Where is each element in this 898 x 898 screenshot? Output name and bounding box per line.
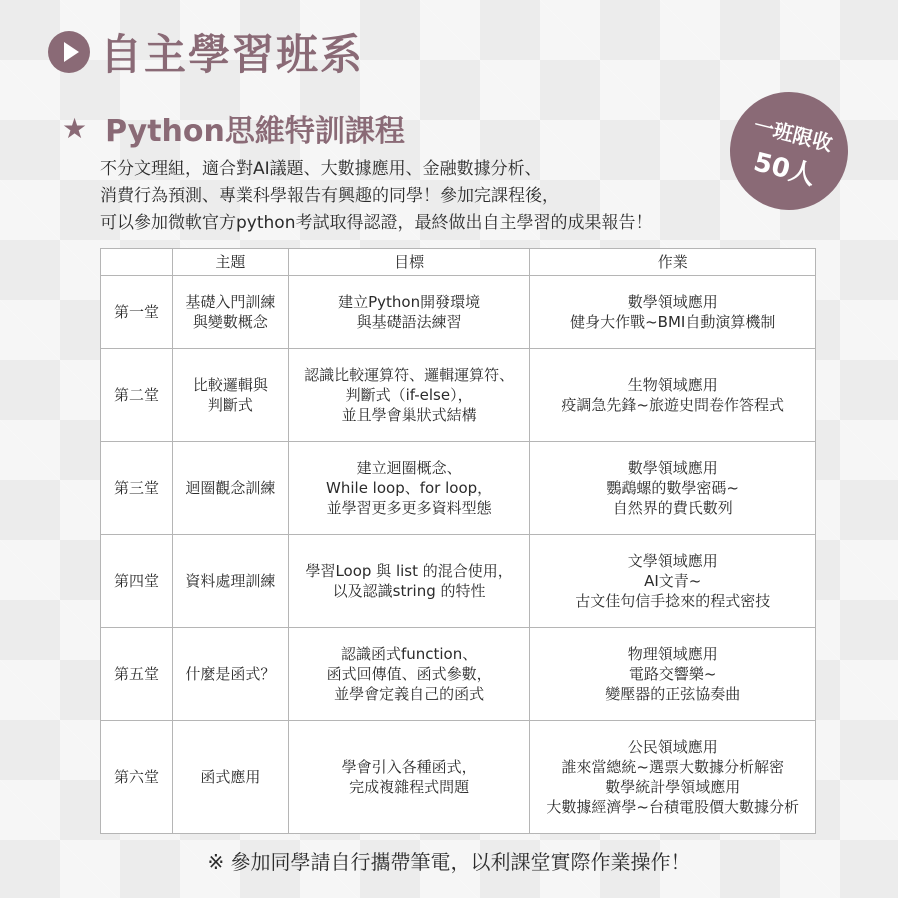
lesson-cell: 第六堂: [101, 721, 173, 834]
cell-line: 變壓器的正弦協奏曲: [605, 685, 741, 703]
play-circle-icon: [48, 31, 90, 73]
cell-line: 數學領域應用: [627, 293, 718, 311]
cell-line: 疫調急先鋒~旅遊史問卷作答程式: [561, 396, 784, 414]
cell-line: 函式回傳值、函式參數，: [326, 665, 492, 683]
table-row: [101, 442, 816, 535]
cell-line: 迴圈觀念訓練: [185, 479, 276, 497]
lesson-cell: 第二堂: [101, 349, 173, 442]
homework-cell: [530, 276, 816, 349]
homework-cell: [530, 535, 816, 628]
goal-cell: [288, 349, 530, 442]
cell-line: 建立迴圈概念、: [356, 459, 462, 477]
goal-cell: [288, 442, 530, 535]
topic-cell: [172, 349, 288, 442]
cell-line: 並學習更多更多資料型態: [326, 499, 492, 517]
intro-line: 可以參加微軟官方python考試取得認證，最終做出自主學習的成果報告！: [100, 213, 653, 233]
capacity-badge: [717, 79, 860, 222]
cell-line: 大數據經濟學~台積電股價大數據分析: [546, 798, 799, 816]
intro-line: 不分文理組，適合對AI議題、大數據應用、金融數據分析、: [100, 159, 542, 179]
lesson-cell: 第一堂: [101, 276, 173, 349]
cell-line: 函式應用: [200, 768, 261, 786]
header: [48, 22, 364, 82]
cell-line: 建立Python開發環境: [338, 293, 481, 311]
table-row: [101, 721, 816, 834]
intro-line: 消費行為預測、專業科學報告有興趣的同學！參加完課程後，: [100, 186, 559, 206]
header-cell-goal: 目標: [288, 249, 530, 276]
topic-cell: [172, 628, 288, 721]
badge-line-1: 一班限收: [751, 113, 835, 156]
cell-line: 鸚鵡螺的數學密碼~: [606, 479, 739, 497]
cell-line: 資料處理訓練: [185, 572, 276, 590]
homework-cell: [530, 628, 816, 721]
cell-line: 物理領域應用: [627, 645, 718, 663]
cell-line: 並且學會巢狀式結構: [341, 406, 477, 424]
table-row: [101, 276, 816, 349]
cell-line: 基礎入門訓練: [185, 293, 276, 311]
schedule-table: [100, 248, 816, 834]
cell-line: 電路交響樂~: [628, 665, 717, 683]
topic-cell: [172, 442, 288, 535]
cell-line: 認識函式function、: [340, 645, 478, 663]
homework-cell: [530, 721, 816, 834]
cell-line: 學習Loop 與 list 的混合使用，: [305, 562, 513, 580]
course-heading: [62, 106, 405, 150]
homework-cell: [530, 442, 816, 535]
goal-cell: [288, 628, 530, 721]
intro-text: [100, 156, 652, 237]
cell-line: 誰來當總統~選票大數據分析解密: [561, 758, 784, 776]
lesson-cell: 第四堂: [101, 535, 173, 628]
cell-line: 什麼是函式？: [185, 665, 276, 683]
goal-cell: [288, 276, 530, 349]
cell-line: 公民領域應用: [627, 738, 718, 756]
cell-line: 並學會定義自己的函式: [334, 685, 485, 703]
topic-cell: [172, 276, 288, 349]
cell-line: 完成複雜程式問題: [349, 778, 470, 796]
goal-cell: [288, 721, 530, 834]
cell-line: 以及認識string 的特性: [332, 582, 486, 600]
table-row: [101, 349, 816, 442]
cell-line: 與變數概念: [192, 313, 268, 331]
cell-line: 與基礎語法練習: [356, 313, 462, 331]
cell-line: 學會引入各種函式，: [341, 758, 477, 776]
cell-line: 數學領域應用: [627, 459, 718, 477]
cell-line: While loop、for loop，: [326, 479, 493, 497]
cell-line: 判斷式（if-else），: [345, 386, 473, 404]
topic-cell: [172, 535, 288, 628]
cell-line: 古文佳句信手捻來的程式密技: [575, 592, 771, 610]
header-cell-homework: 作業: [530, 249, 816, 276]
cell-line: AI文青~: [644, 572, 702, 590]
badge-line-2: 50人: [750, 147, 819, 192]
table-header-row: [101, 249, 816, 276]
star-icon: ★: [62, 111, 88, 145]
cell-line: 認識比較運算符、邏輯運算符、: [304, 366, 515, 384]
lesson-cell: 第五堂: [101, 628, 173, 721]
table-row: [101, 628, 816, 721]
cell-line: 數學統計學領域應用: [605, 778, 741, 796]
goal-cell: [288, 535, 530, 628]
footnote: ※ 參加同學請自行攜帶筆電，以利課堂實際作業操作！: [207, 850, 691, 874]
lesson-cell: 第三堂: [101, 442, 173, 535]
page-title: 自主學習班系: [100, 30, 365, 79]
cell-line: 生物領域應用: [627, 376, 718, 394]
cell-line: 自然界的費氏數列: [612, 499, 733, 517]
course-title: Python思維特訓課程: [105, 114, 405, 149]
table-row: [101, 535, 816, 628]
homework-cell: [530, 349, 816, 442]
header-cell-lesson: [101, 249, 173, 276]
cell-line: 文學領域應用: [627, 552, 718, 570]
cell-line: 判斷式: [207, 396, 253, 414]
cell-line: 比較邏輯與: [192, 376, 268, 394]
topic-cell: [172, 721, 288, 834]
cell-line: 健身大作戰~BMI自動演算機制: [570, 313, 776, 331]
header-cell-topic: 主題: [172, 249, 288, 276]
